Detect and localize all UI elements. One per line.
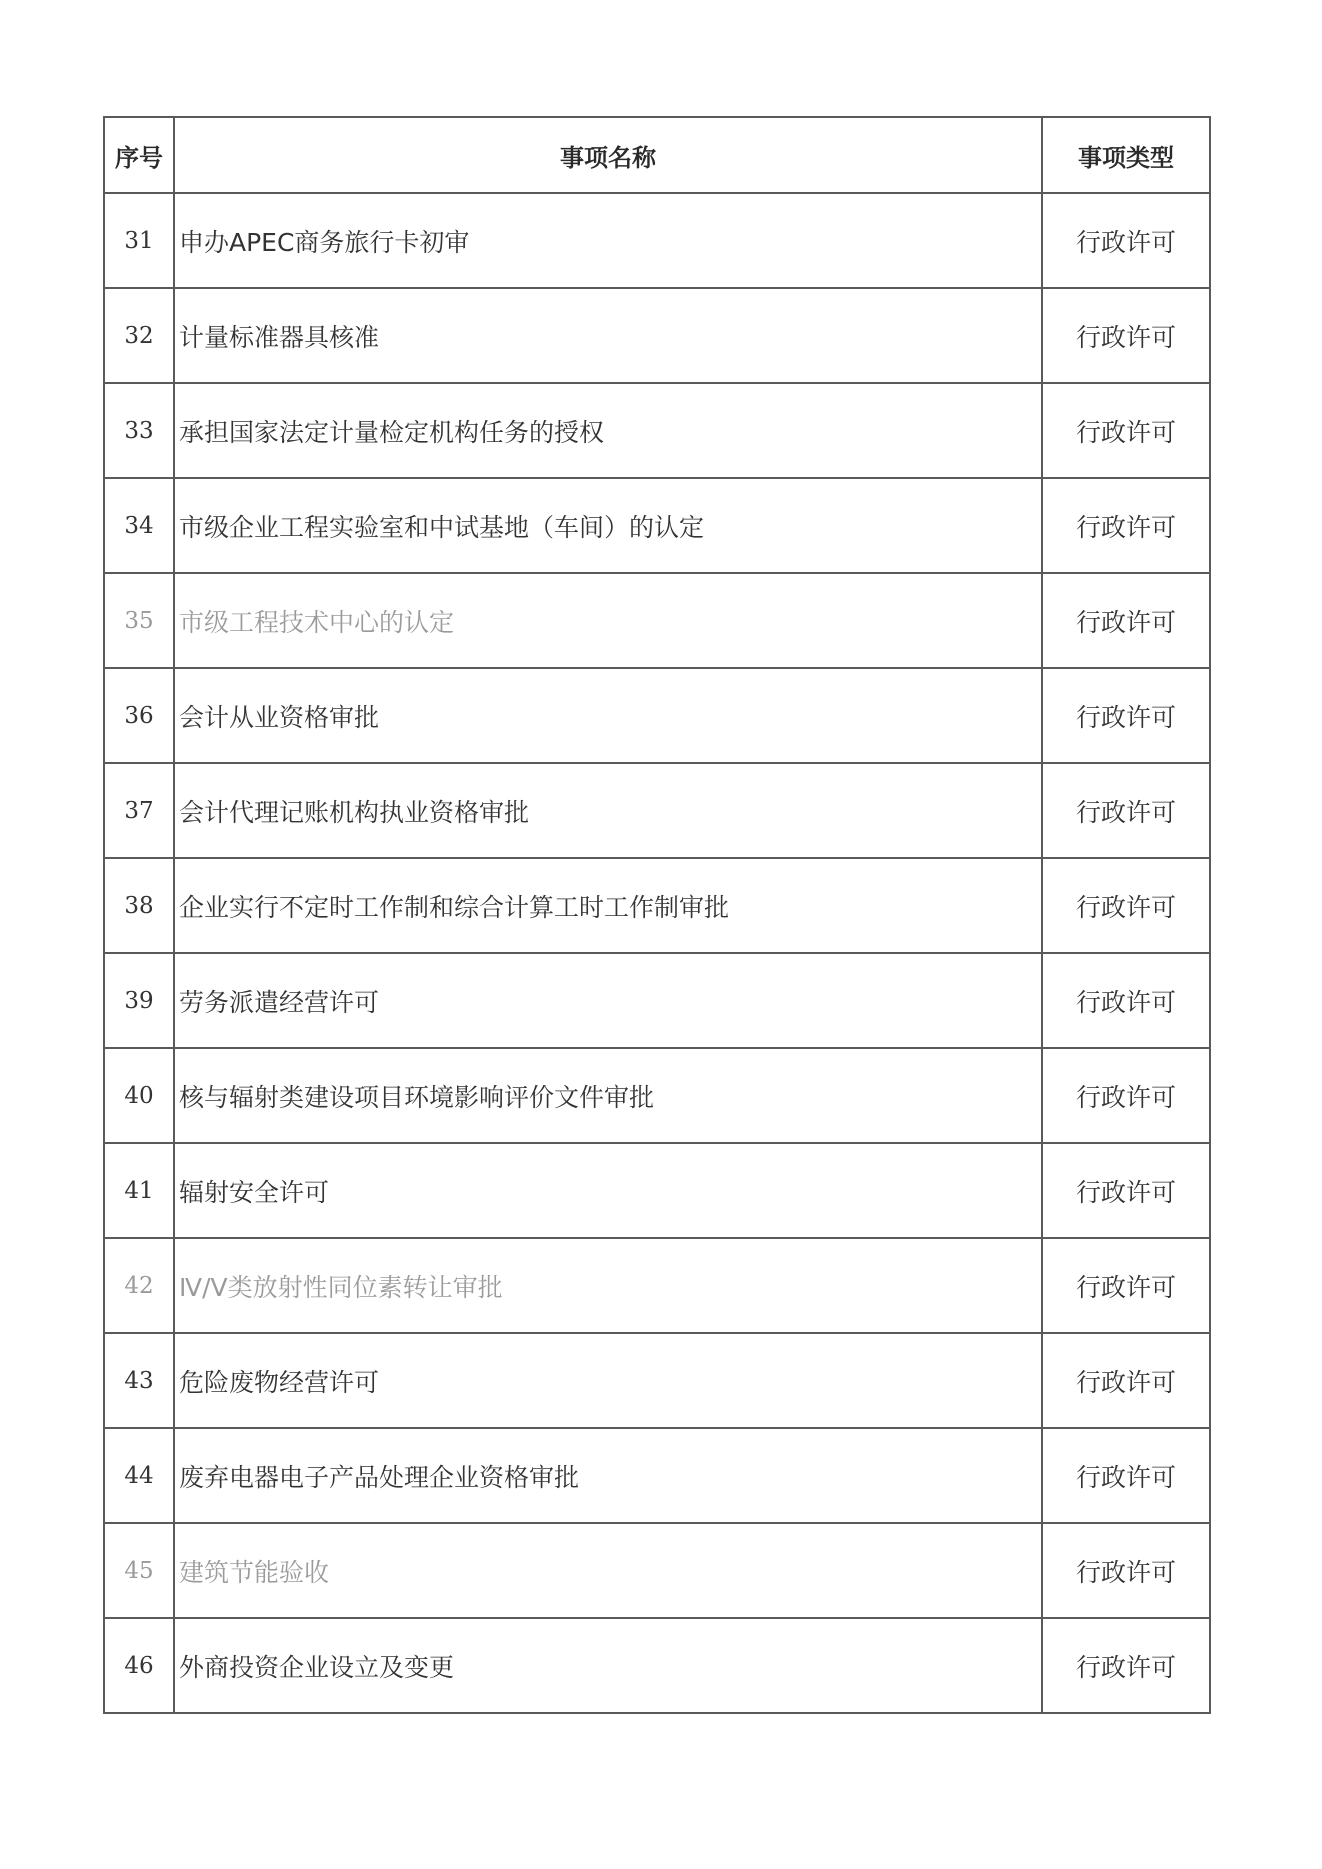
item-type: 行政许可 xyxy=(1042,1618,1210,1713)
item-type: 行政许可 xyxy=(1042,668,1210,763)
item-name: 申办APEC商务旅行卡初审 xyxy=(174,193,1042,288)
table-header-row xyxy=(104,117,1210,193)
item-name: 市级工程技术中心的认定 xyxy=(174,573,1042,668)
header-name: 事项名称 xyxy=(174,117,1042,193)
row-number: 31 xyxy=(104,193,174,288)
item-type: 行政许可 xyxy=(1042,1523,1210,1618)
row-number: 38 xyxy=(104,858,174,953)
item-name: 外商投资企业设立及变更 xyxy=(174,1618,1042,1713)
item-type: 行政许可 xyxy=(1042,1428,1210,1523)
item-type: 行政许可 xyxy=(1042,858,1210,953)
item-type: 行政许可 xyxy=(1042,1048,1210,1143)
item-name: 企业实行不定时工作制和综合计算工时工作制审批 xyxy=(174,858,1042,953)
row-number: 46 xyxy=(104,1618,174,1713)
row-number: 42 xyxy=(104,1238,174,1333)
table-row xyxy=(104,1618,1210,1713)
row-number: 41 xyxy=(104,1143,174,1238)
item-name: 计量标准器具核准 xyxy=(174,288,1042,383)
row-number: 39 xyxy=(104,953,174,1048)
item-type: 行政许可 xyxy=(1042,1333,1210,1428)
items-table xyxy=(103,116,1211,1714)
item-type: 行政许可 xyxy=(1042,193,1210,288)
row-number: 36 xyxy=(104,668,174,763)
table-row xyxy=(104,383,1210,478)
table-row xyxy=(104,193,1210,288)
table-row xyxy=(104,953,1210,1048)
table-row xyxy=(104,478,1210,573)
row-number: 40 xyxy=(104,1048,174,1143)
item-name: 市级企业工程实验室和中试基地（车间）的认定 xyxy=(174,478,1042,573)
table-row xyxy=(104,1238,1210,1333)
row-number: 44 xyxy=(104,1428,174,1523)
item-name: 会计代理记账机构执业资格审批 xyxy=(174,763,1042,858)
item-name: Ⅳ/Ⅴ类放射性同位素转让审批 xyxy=(174,1238,1042,1333)
item-name: 劳务派遣经营许可 xyxy=(174,953,1042,1048)
table-row xyxy=(104,858,1210,953)
table-row xyxy=(104,1428,1210,1523)
table-row xyxy=(104,1333,1210,1428)
item-type: 行政许可 xyxy=(1042,288,1210,383)
table-row xyxy=(104,668,1210,763)
table-row xyxy=(104,1143,1210,1238)
item-type: 行政许可 xyxy=(1042,953,1210,1048)
item-type: 行政许可 xyxy=(1042,383,1210,478)
item-name: 危险废物经营许可 xyxy=(174,1333,1042,1428)
table-row xyxy=(104,573,1210,668)
table-row xyxy=(104,1523,1210,1618)
item-type: 行政许可 xyxy=(1042,1143,1210,1238)
row-number: 32 xyxy=(104,288,174,383)
row-number: 43 xyxy=(104,1333,174,1428)
row-number: 37 xyxy=(104,763,174,858)
item-name: 建筑节能验收 xyxy=(174,1523,1042,1618)
header-type: 事项类型 xyxy=(1042,117,1210,193)
header-no: 序号 xyxy=(104,117,174,193)
item-type: 行政许可 xyxy=(1042,1238,1210,1333)
row-number: 45 xyxy=(104,1523,174,1618)
table-row xyxy=(104,1048,1210,1143)
row-number: 35 xyxy=(104,573,174,668)
item-name: 辐射安全许可 xyxy=(174,1143,1042,1238)
table-row xyxy=(104,763,1210,858)
item-name: 废弃电器电子产品处理企业资格审批 xyxy=(174,1428,1042,1523)
item-type: 行政许可 xyxy=(1042,573,1210,668)
item-name: 会计从业资格审批 xyxy=(174,668,1042,763)
item-type: 行政许可 xyxy=(1042,478,1210,573)
table-row xyxy=(104,288,1210,383)
item-name: 承担国家法定计量检定机构任务的授权 xyxy=(174,383,1042,478)
row-number: 34 xyxy=(104,478,174,573)
item-type: 行政许可 xyxy=(1042,763,1210,858)
row-number: 33 xyxy=(104,383,174,478)
item-name: 核与辐射类建设项目环境影响评价文件审批 xyxy=(174,1048,1042,1143)
